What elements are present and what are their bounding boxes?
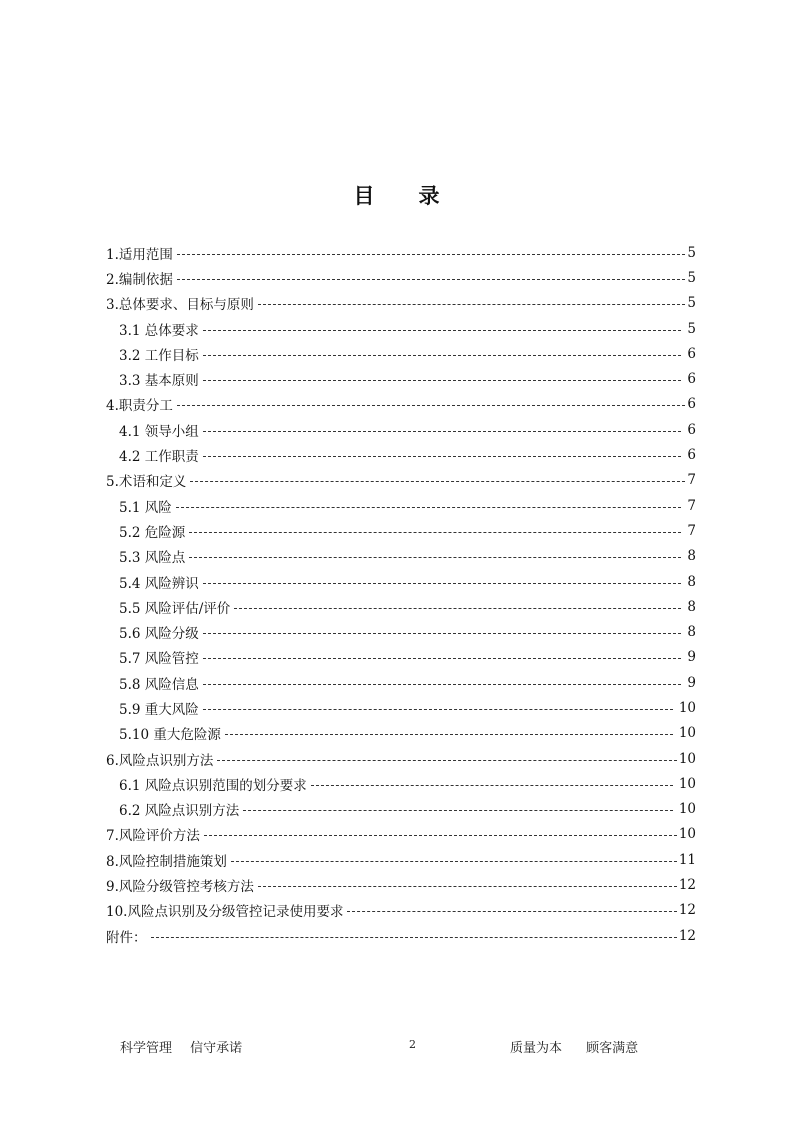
toc-entry[interactable] <box>106 695 696 720</box>
toc-entry-label: 6.风险点识别方法 <box>106 752 214 769</box>
toc-entry[interactable] <box>106 645 696 670</box>
toc-entry[interactable] <box>106 721 696 746</box>
toc-entry[interactable] <box>106 392 696 417</box>
toc-entry-label: 7.风险评价方法 <box>106 828 200 845</box>
toc-entry-page: 10 <box>678 725 696 742</box>
toc-entry[interactable] <box>106 569 696 594</box>
toc-leader-line <box>203 431 682 432</box>
footer-page-number: 2 <box>409 1038 416 1051</box>
toc-leader-line <box>203 658 682 659</box>
toc-entry[interactable] <box>106 898 696 923</box>
footer-slogan-left: 科学管理 信守承诺 <box>120 1041 243 1056</box>
toc-entry-label: 10.风险点识别及分级管控记录使用要求 <box>106 904 344 921</box>
toc-entry-page: 7 <box>687 522 696 539</box>
toc-leader-line <box>258 304 686 305</box>
toc-entry[interactable] <box>106 366 696 391</box>
toc-entry-page: 8 <box>687 598 696 615</box>
toc-entry-label: 2.编制依据 <box>106 271 173 288</box>
toc-entry-page: 6 <box>687 371 696 388</box>
toc-leader-line <box>217 760 676 761</box>
toc-entry-page: 10 <box>678 826 696 843</box>
toc-entry-label: 3.3 基本原则 <box>119 373 199 390</box>
toc-entry-label: 5.术语和定义 <box>106 474 187 491</box>
toc-entry-page: 12 <box>678 927 696 944</box>
page-title: 目录 <box>353 183 484 208</box>
toc-entry-label: 4.职责分工 <box>106 398 173 415</box>
footer-slogan-right: 质量为本 顾客满意 <box>510 1041 639 1056</box>
toc-leader-line <box>177 254 686 255</box>
toc-entry[interactable] <box>106 493 696 518</box>
toc-entry-label: 3.总体要求、目标与原则 <box>106 297 254 314</box>
toc-entry-page: 9 <box>687 674 696 691</box>
toc-leader-line <box>203 583 682 584</box>
toc-leader-line <box>203 456 682 457</box>
toc-entry-label: 5.2 危险源 <box>119 524 186 541</box>
toc-entry-label: 4.1 领导小组 <box>119 423 199 440</box>
toc-entry-page: 12 <box>678 902 696 919</box>
table-of-contents <box>106 240 696 948</box>
toc-entry[interactable] <box>106 771 696 796</box>
toc-leader-line <box>347 911 676 912</box>
toc-entry-label: 6.1 风险点识别范围的划分要求 <box>119 777 307 794</box>
toc-entry[interactable] <box>106 417 696 442</box>
toc-leader-line <box>203 633 682 634</box>
toc-entry-label: 5.10 重大危险源 <box>119 727 221 744</box>
toc-entry[interactable] <box>106 316 696 341</box>
toc-entry-label: 5.8 风险信息 <box>119 676 199 693</box>
toc-entry-label: 5.7 风险管控 <box>119 651 199 668</box>
toc-entry-label: 5.1 风险 <box>119 499 172 516</box>
toc-entry-page: 5 <box>687 295 696 312</box>
toc-leader-line <box>203 380 682 381</box>
toc-leader-line <box>177 279 686 280</box>
toc-entry-page: 7 <box>687 497 696 514</box>
toc-leader-line <box>203 330 682 331</box>
toc-entry-label: 5.3 风险点 <box>119 550 186 567</box>
toc-entry-page: 9 <box>687 649 696 666</box>
toc-leader-line <box>189 557 681 558</box>
toc-entry-label: 8.风险控制措施策划 <box>106 853 227 870</box>
toc-leader-line <box>243 810 673 811</box>
toc-entry[interactable] <box>106 594 696 619</box>
toc-entry-label: 6.2 风险点识别方法 <box>119 803 240 820</box>
toc-entry[interactable] <box>106 746 696 771</box>
toc-leader-line <box>203 355 682 356</box>
toc-entry[interactable] <box>106 923 696 948</box>
toc-leader-line <box>204 835 677 836</box>
toc-entry-page: 10 <box>678 801 696 818</box>
toc-leader-line <box>151 937 677 938</box>
toc-entry-page: 8 <box>687 548 696 565</box>
toc-entry[interactable] <box>106 341 696 366</box>
toc-entry-label: 1.适用范围 <box>106 246 173 263</box>
toc-entry-label: 5.6 风险分级 <box>119 626 199 643</box>
toc-entry-label: 5.4 风险辨识 <box>119 575 199 592</box>
toc-leader-line <box>234 608 681 609</box>
toc-leader-line <box>225 734 673 735</box>
page-footer <box>0 1037 793 1057</box>
toc-entry-page: 7 <box>687 472 696 489</box>
toc-entry[interactable] <box>106 240 696 265</box>
toc-leader-line <box>177 405 686 406</box>
toc-entry-page: 5 <box>687 244 696 261</box>
toc-entry-label: 5.9 重大风险 <box>119 701 199 718</box>
toc-entry-label: 3.2 工作目标 <box>119 347 199 364</box>
toc-entry[interactable] <box>106 544 696 569</box>
toc-entry-page: 6 <box>687 396 696 413</box>
toc-entry-page: 6 <box>687 447 696 464</box>
toc-entry[interactable] <box>106 518 696 543</box>
toc-entry[interactable] <box>106 797 696 822</box>
toc-leader-line <box>176 507 682 508</box>
toc-leader-line <box>231 861 677 862</box>
toc-entry[interactable] <box>106 847 696 872</box>
toc-entry[interactable] <box>106 265 696 290</box>
toc-entry-page: 10 <box>678 775 696 792</box>
toc-entry[interactable] <box>106 291 696 316</box>
toc-entry[interactable] <box>106 670 696 695</box>
toc-entry-page: 10 <box>678 699 696 716</box>
toc-entry[interactable] <box>106 872 696 897</box>
toc-entry-label: 9.风险分级管控考核方法 <box>106 879 254 896</box>
toc-entry-page: 10 <box>678 750 696 767</box>
toc-entry-label: 附件： <box>106 929 147 946</box>
toc-entry-page: 6 <box>687 421 696 438</box>
toc-leader-line <box>189 532 681 533</box>
toc-entry-label: 4.2 工作职责 <box>119 449 199 466</box>
toc-leader-line <box>203 709 673 710</box>
toc-entry-page: 5 <box>687 320 696 337</box>
toc-leader-line <box>203 684 682 685</box>
toc-entry-page: 8 <box>687 624 696 641</box>
toc-leader-line <box>258 886 677 887</box>
toc-entry[interactable] <box>106 468 696 493</box>
toc-entry[interactable] <box>106 822 696 847</box>
toc-entry-page: 12 <box>678 877 696 894</box>
toc-leader-line <box>311 785 673 786</box>
toc-entry-page: 11 <box>678 851 696 868</box>
toc-entry-page: 5 <box>687 269 696 286</box>
toc-entry-label: 3.1 总体要求 <box>119 322 199 339</box>
toc-entry-label: 5.5 风险评估/评价 <box>119 600 231 617</box>
toc-leader-line <box>190 481 685 482</box>
toc-entry[interactable] <box>106 619 696 644</box>
toc-entry-page: 6 <box>687 345 696 362</box>
toc-entry[interactable] <box>106 442 696 467</box>
toc-entry-page: 8 <box>687 573 696 590</box>
